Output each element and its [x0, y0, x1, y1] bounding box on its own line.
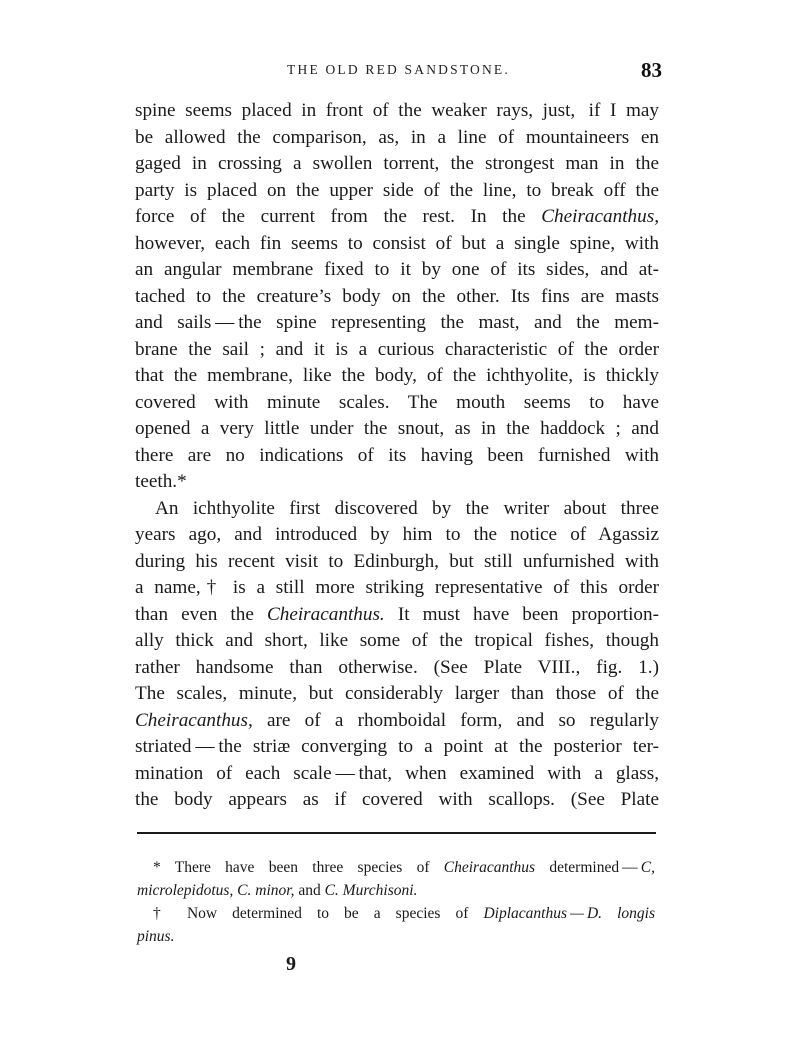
running-head: [135, 58, 662, 84]
taxon-name: Cheiracanthus.: [266, 603, 385, 625]
text-line: be allowed the comparison, as, in a line of mountaineers en: [135, 126, 659, 148]
footnote-text: † Now determined to be a species of: [153, 905, 484, 922]
footnotes: [137, 856, 655, 948]
text-line: ally thick and short, like some of the tropical fishes, though: [135, 630, 659, 651]
text-line: [135, 204, 659, 231]
taxon-name: C. Murchisoni.: [324, 882, 418, 899]
text-run: are of a rhomboidal form, and so regularly: [252, 709, 659, 731]
footnote-text: * There have been three species of: [153, 859, 444, 876]
taxon-name: Diplacanthus — D. longis: [483, 905, 655, 922]
text-line: spine seems placed in front of the weaker rays, just, if I may: [135, 100, 659, 121]
text-line: brane the sail ; and it is a curious characteristic of the order: [135, 338, 659, 360]
taxon-name: Cheiracanthus,: [541, 206, 659, 227]
taxon-name: C,: [640, 859, 655, 876]
text-line: An ichthyolite first discovered by the writer about three: [155, 497, 659, 519]
text-line: during his recent visit to Edinburgh, but still unfurnished with: [135, 550, 659, 572]
text-line: an angular membrane fixed to it by one of its sides, and at-: [135, 259, 659, 280]
footnote-line: [137, 856, 655, 879]
footnote-line: [137, 902, 655, 925]
body-text: [135, 98, 659, 814]
text-line: [135, 708, 659, 735]
text-line: opened a very little under the snout, as in the haddock ; and: [135, 418, 659, 439]
text-line: striated — the striæ converging to a point at the posterior ter-: [135, 736, 659, 757]
text-line: tached to the creature’s body on the other. Its fins are masts: [135, 285, 659, 307]
taxon-name: microlepidotus, C. minor,: [137, 882, 295, 899]
taxon-name: pinus.: [137, 928, 175, 945]
text-line: rather handsome than otherwise. (See Plate VIII., fig. 1.): [135, 656, 659, 678]
footnote-rule: [137, 832, 656, 834]
text-line: a name,† is a still more striking representative of this order: [135, 577, 659, 598]
text-line: years ago, and introduced by him to the notice of Agassiz: [135, 524, 659, 545]
text-run: It must have been proportion-: [384, 603, 659, 625]
text-line: covered with minute scales. The mouth seems to have: [135, 391, 659, 413]
footnote-text: and: [294, 882, 325, 899]
text-run: than even the: [135, 603, 267, 625]
running-title: THE OLD RED SANDSTONE.: [287, 62, 510, 77]
text-line: gaged in crossing a swollen torrent, the strongest man in the: [135, 153, 659, 174]
text-line: and sails — the spine representing the mast, and the mem-: [135, 312, 659, 333]
text-line: teeth.*: [135, 471, 187, 492]
text-line: [135, 602, 659, 629]
footnote-line: [137, 925, 655, 948]
text-line: the body appears as if covered with scallops. (See Plate: [135, 789, 659, 810]
text-line: mination of each scale — that, when examined with a glass,: [135, 762, 659, 784]
text-line: that the membrane, like the body, of the ichthyolite, is thickly: [135, 365, 659, 386]
signature-mark: 9: [286, 953, 296, 975]
footnote-text: determined —: [535, 859, 641, 876]
text-line: however, each fin seems to consist of but a single spine, with: [135, 232, 659, 254]
text-line: party is placed on the upper side of the line, to break off the: [135, 179, 659, 201]
text-line: The scales, minute, but considerably larger than those of the: [135, 683, 659, 704]
taxon-name: Cheiracanthus,: [135, 709, 253, 731]
footnote-line: [137, 879, 655, 902]
page-number: 83: [641, 58, 662, 82]
taxon-name: Cheiracanthus: [443, 859, 536, 876]
text-run: force of the current from the rest. In the: [135, 206, 542, 227]
text-line: there are no indications of its having been furnished with: [135, 444, 659, 466]
